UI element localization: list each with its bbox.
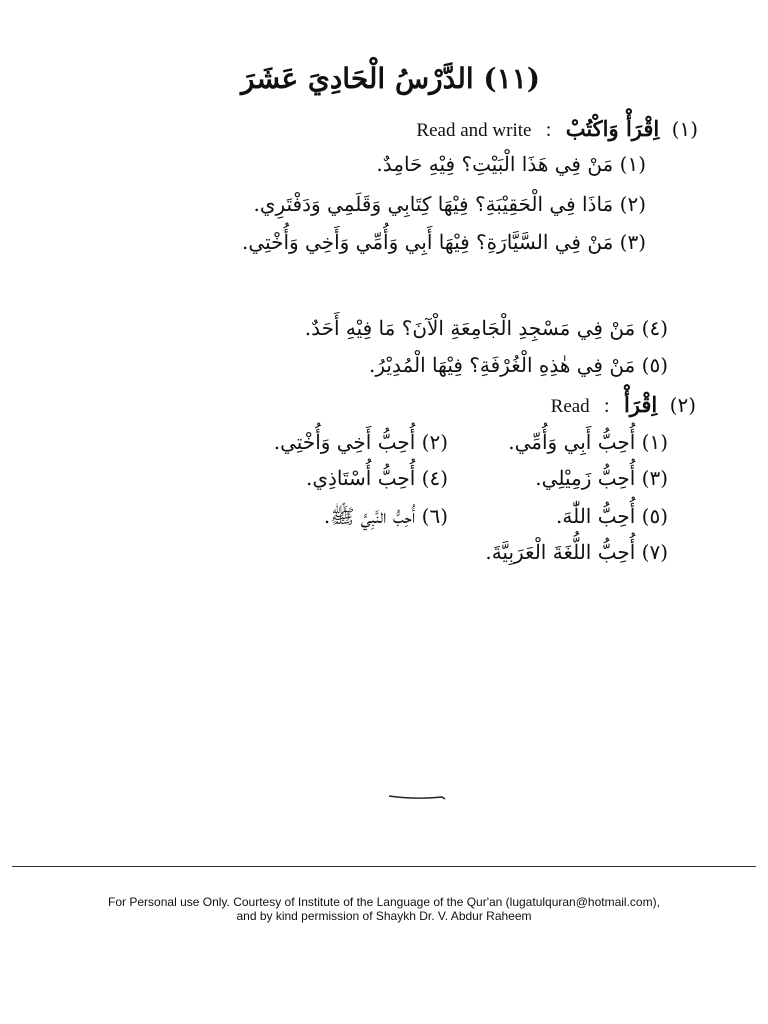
- section-1-item-2: (٢) مَاذَا فِي الْحَقِيْبَةِ؟ فِيْهَا كِتَابِي وَقَلَمِي وَدَفْتَرِي.: [253, 192, 646, 216]
- section-1-number: (١): [671, 117, 698, 141]
- pen-stroke-mark: [388, 793, 446, 801]
- section-2-heading: [551, 392, 696, 418]
- section-1-heading: [416, 116, 698, 142]
- section-1-item-5: (٥) مَنْ فِي هٰذِهِ الْغُرْفَةِ؟ فِيْهَا الْمُدِيْرُ.: [368, 353, 668, 377]
- section-2-colon: :: [604, 395, 610, 417]
- footer: [0, 895, 768, 923]
- section-1-colon: :: [545, 119, 552, 141]
- section-2-title-arabic: اِقْرَأْ: [623, 392, 658, 417]
- footer-line-2: and by kind permission of Shaykh Dr. V. Abdur Raheem: [236, 909, 532, 923]
- section-1-item-3: (٣) مَنْ فِي السَّيَّارَةِ؟ فِيْهَا أَبِي وَأُمِّي وَأَخِي وَأُخْتِي.: [242, 230, 646, 254]
- section-2-item-3: (٣) أُحِبُّ زَمِيْلِي.: [535, 466, 668, 490]
- section-1-item-4: (٤) مَنْ فِي مَسْجِدِ الْجَامِعَةِ الْآنَ؟ مَا فِيْهِ أَحَدٌ.: [304, 316, 668, 340]
- footer-line-1: For Personal use Only. Courtesy of Institute of the Language of the Qur'an (lugatulquran@hotmail.com),: [108, 895, 660, 909]
- section-2-item-1: (١) أُحِبُّ أَبِي وَأُمِّي.: [508, 430, 668, 454]
- section-2-number: (٢): [669, 393, 696, 417]
- lesson-title: (١١) الدَّرْسُ الْحَادِيَ عَشَرَ: [241, 62, 540, 95]
- footer-divider: [12, 866, 756, 867]
- section-1-title-english: Read and write: [416, 120, 532, 141]
- section-2-item-6: (٦) أُحِبُّ النَّبِيَّ ﷺ.: [323, 504, 448, 528]
- section-2-item-5: (٥) أُحِبُّ اللّٰهَ.: [556, 504, 668, 528]
- section-2-item-2: (٢) أُحِبُّ أَخِي وَأُخْتِي.: [273, 430, 448, 454]
- section-1-item-1: (١) مَنْ فِي هَذَا الْبَيْتِ؟ فِيْهِ حَامِدٌ.: [376, 152, 646, 176]
- section-1-title-arabic: اِقْرَأْ وَاكْتُبْ: [565, 116, 660, 141]
- section-2-item-7: (٧) أُحِبُّ اللُّغَةَ الْعَرَبِيَّةَ.: [485, 540, 668, 564]
- section-2-title-english: Read: [550, 396, 590, 417]
- section-2-item-4: (٤) أُحِبُّ أُسْتَاذِي.: [306, 466, 448, 490]
